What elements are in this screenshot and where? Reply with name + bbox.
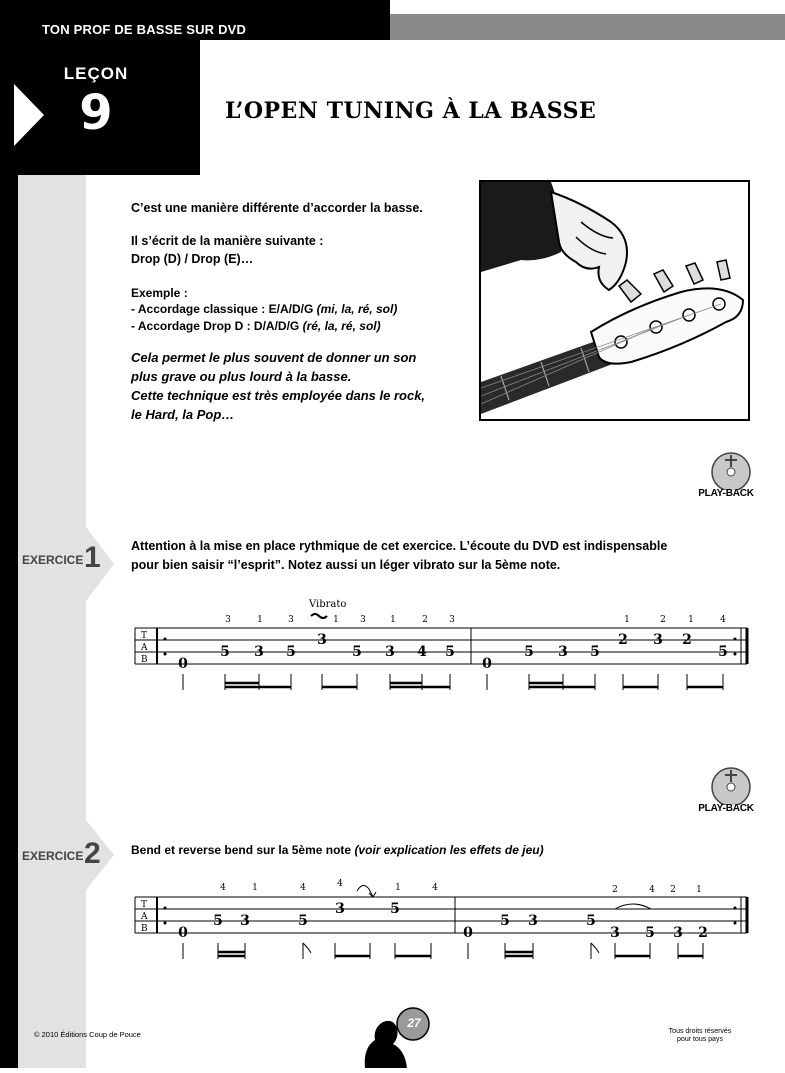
ex1-finger-7: 3 [449, 615, 455, 625]
intro-line-2: Il s’écrit de la manière suivante : [131, 234, 324, 248]
ex2-fret-5: 5 [390, 901, 400, 917]
exercise-2-label: EXERCICE [22, 849, 84, 863]
ex1-finger-0: 3 [225, 615, 231, 625]
ex1-fret-7: 4 [417, 644, 427, 660]
ex2-fret-9: 5 [586, 913, 596, 929]
exercise-2-note: (voir explication les effets de jeu) [354, 843, 544, 857]
ex2-finger-4: 1 [395, 883, 401, 893]
lesson-label: LEÇON [63, 64, 129, 83]
italic-line-3: Cette technique est très employée dans le rock, [131, 388, 426, 403]
ex2-finger-2: 4 [300, 883, 306, 893]
ex1-fret-4: 3 [317, 632, 327, 648]
ex2-fret-6: 0 [463, 925, 473, 941]
left-gray-strip [18, 175, 86, 1068]
playback-button-1[interactable] [691, 450, 761, 510]
ex2-fret-7: 5 [500, 913, 510, 929]
ex1-fret-2: 3 [254, 644, 264, 660]
ex1-fret-0: 0 [178, 656, 188, 672]
page-number-badge [355, 1000, 435, 1068]
example-2-notes: (ré, la, ré, sol) [302, 319, 381, 333]
exercise-1-label: EXERCICE [22, 553, 84, 567]
example-1 [131, 300, 397, 318]
page-title: L’OPEN TUNING À LA BASSE [225, 98, 597, 124]
italic-line-1: Cela permet le plus souvent de donner un son [131, 350, 417, 365]
ex1-fret-9: 0 [482, 656, 492, 672]
ex1-fret-15: 2 [682, 632, 692, 648]
ex1-fret-16: 5 [718, 644, 728, 660]
ex1-finger-5: 1 [390, 615, 396, 625]
ex1-finger-3: 1 [333, 615, 339, 625]
ex2-finger-6: 2 [612, 885, 618, 895]
exercise-2-number: 2 [84, 837, 101, 870]
intro-line-1: C’est une manière différente d’accorder la basse. [131, 201, 423, 215]
ex1-fret-6: 3 [385, 644, 395, 660]
ex2-fret-10: 3 [610, 925, 620, 941]
italic-line-2: plus grave ou plus lourd à la basse. [131, 369, 352, 384]
ex1-fret-11: 3 [558, 644, 568, 660]
ex2-finger-1: 1 [252, 883, 258, 893]
ex2-finger-5: 4 [432, 883, 438, 893]
vibrato-label: Vibrato [309, 599, 347, 610]
ex1-fret-12: 5 [590, 644, 600, 660]
series-title: TON PROF DE BASSE SUR DVD [42, 22, 247, 37]
ex1-finger-1: 1 [257, 615, 263, 625]
ex1-finger-6: 2 [422, 615, 428, 625]
example-1-text: - Accordage classique : E/A/D/G [131, 302, 314, 316]
footer-rights-2: pour tous pays [677, 1036, 723, 1043]
exercise-2-text [131, 841, 544, 860]
example-2-text: - Accordage Drop D : D/A/D/G [131, 319, 300, 333]
bassist-silhouette-icon [355, 1000, 435, 1068]
ex2-fret-4: 3 [335, 901, 345, 917]
ex1-fret-13: 2 [618, 632, 628, 648]
cd-icon [691, 765, 761, 805]
ex2-fret-3: 5 [298, 913, 308, 929]
ex1-finger-11: 4 [720, 615, 726, 625]
ex2-fret-8: 3 [528, 913, 538, 929]
exercise-2-main: Bend et reverse bend sur la 5ème note [131, 843, 352, 857]
slur-mark [615, 904, 651, 909]
footer-rights-1: Tous droits réservés [668, 1028, 732, 1035]
example-1-notes: (mi, la, ré, sol) [316, 302, 398, 316]
ex1-fret-14: 3 [653, 632, 663, 648]
tab-letter-a: A [141, 912, 148, 922]
exercise-1-tablature [125, 590, 755, 700]
bass-headstock-photo [479, 180, 750, 421]
ex2-finger-7: 4 [649, 885, 655, 895]
ex1-fret-10: 5 [524, 644, 534, 660]
ex2-fret-11: 5 [645, 925, 655, 941]
footer-copyright: © 2010 Éditions Coup de Pouce [34, 1030, 141, 1039]
playback-button-2[interactable] [691, 765, 761, 825]
ex1-finger-10: 1 [688, 615, 694, 625]
exercise-1-text-2: pour bien saisir “l’esprit”. Notez aussi un léger vibrato sur la 5ème note. [131, 558, 561, 572]
ex2-fret-2: 3 [240, 913, 250, 929]
ex2-finger-0: 4 [220, 883, 226, 893]
example-label: Exemple : [131, 286, 188, 300]
ex1-fret-8: 5 [445, 644, 455, 660]
intro-italic-block [131, 348, 425, 424]
ex2-fret-12: 3 [673, 925, 683, 941]
cd-icon [691, 450, 761, 490]
left-black-strip [0, 175, 18, 1068]
tab-letter-t: T [141, 900, 148, 910]
ex1-fret-3: 5 [286, 644, 296, 660]
ex2-fret-0: 0 [178, 925, 188, 941]
ex2-finger-3: 4 [337, 879, 343, 889]
exercise-2-tablature [125, 875, 755, 975]
tab-letter-a: A [141, 643, 148, 653]
ex2-fret-13: 2 [698, 925, 708, 941]
ex1-fret-5: 5 [352, 644, 362, 660]
playback-label-2: PLAY-BACK [698, 803, 754, 814]
exercise-1-number: 1 [84, 541, 101, 574]
page-number: 27 [407, 1016, 421, 1030]
lesson-number: 9 [79, 85, 113, 141]
ex2-fret-1: 5 [213, 913, 223, 929]
ex2-finger-9: 1 [696, 885, 702, 895]
example-2 [131, 317, 381, 335]
tab-letter-b: B [141, 924, 148, 934]
ex1-finger-4: 3 [360, 615, 366, 625]
footer-rights [660, 1028, 740, 1044]
ex1-finger-9: 2 [660, 615, 666, 625]
ex1-finger-8: 1 [624, 615, 630, 625]
vibrato-mark [311, 614, 327, 618]
italic-line-4: le Hard, la Pop… [131, 407, 235, 422]
exercise-1-text-1: Attention à la mise en place rythmique de cet exercice. L’écoute du DVD est indispensable [131, 539, 668, 553]
ex1-fret-1: 5 [220, 644, 230, 660]
ex2-finger-8: 2 [670, 885, 676, 895]
intro-line-3: Drop (D) / Drop (E)… [131, 252, 254, 266]
playback-label-1: PLAY-BACK [698, 488, 754, 499]
tab-letter-t: T [141, 631, 148, 641]
tab-letter-b: B [141, 655, 148, 665]
ex1-finger-2: 3 [288, 615, 294, 625]
